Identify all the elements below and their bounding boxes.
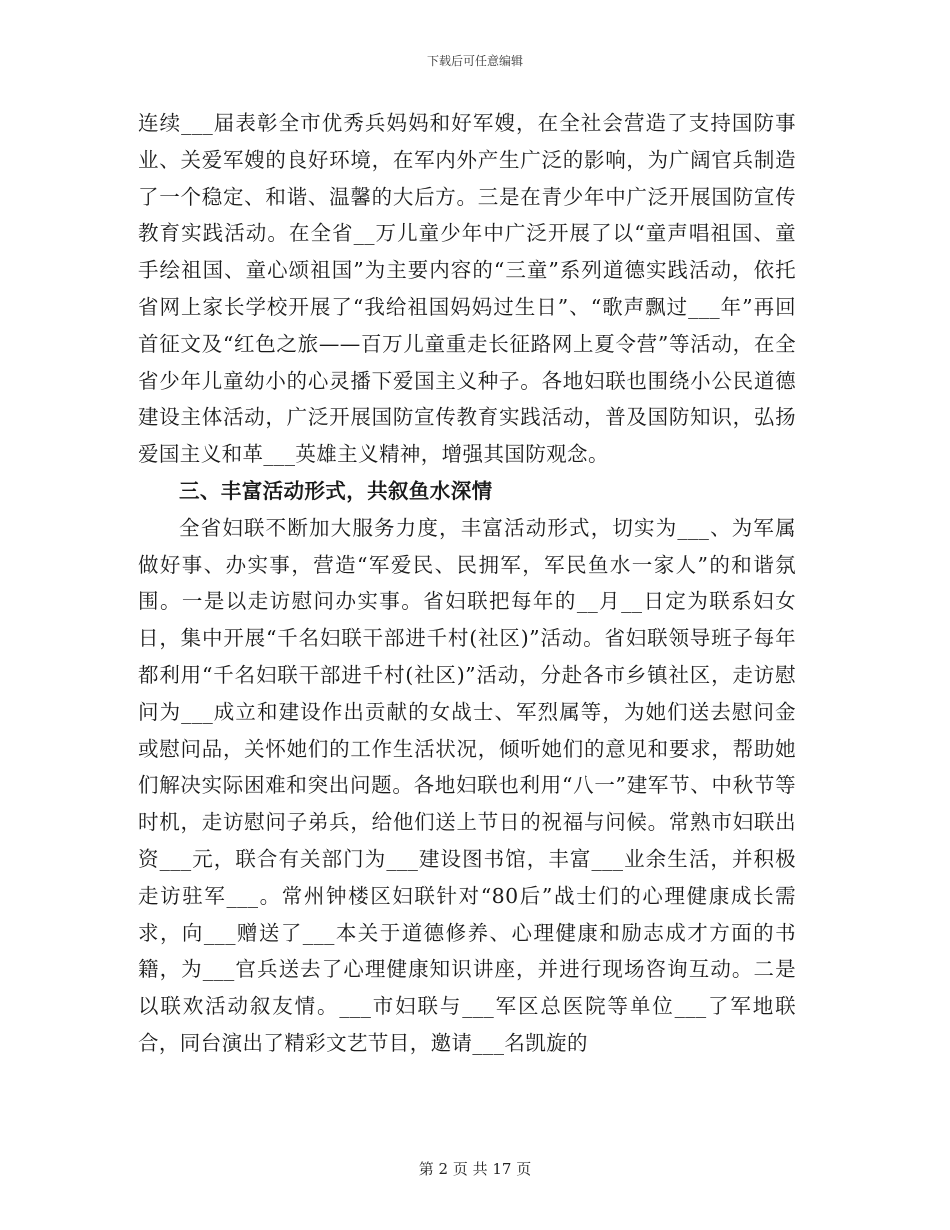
document-body — [138, 105, 796, 1062]
body-paragraph: 连续___届表彰全市优秀兵妈妈和好军嫂，在全社会营造了支持国防事业、关爱军嫂的良好环境，在军内外产生广泛的影响，为广阔官兵制造了一个稳定、和谐、温馨的大后方。三是在青少年中广泛开展国防宣传教育实践活动。在全省__万儿童少年中广泛开展了以“童声唱祖国、童手绘祖国、童心颂祖国”为主要内容的“三童”系列道德实践活动，依托省网上家长学校开展了“我给祖国妈妈过生日”、“歌声飘过___年”再回首征文及“红色之旅——百万儿童重走长征路网上夏令营”等活动，在全省少年儿童幼小的心灵播下爱国主义种子。各地妇联也围绕小公民道德建设主体活动，广泛开展国防宣传教育实践活动，普及国防知识，弘扬爱国主义和革___英雄主义精神，增强其国防观念。 — [138, 111, 796, 467]
section-heading: 三、丰富活动形式，共叙鱼水深情 — [179, 478, 493, 503]
page-header-note: 下载后可任意编辑 — [426, 54, 523, 68]
page-footer-number: 第 2 页 共 17 页 — [418, 1160, 532, 1178]
body-paragraph: 全省妇联不断加大服务力度，丰富活动形式，切实为___、为军属做好事、办实事，营造“军爱民、民拥军，军民鱼水一家人”的和谐氛围。一是以走访慰问办实事。省妇联把每年的__月__日定为联系妇女日，集中开展“千名妇联干部进千村(社区)”活动。省妇联领导班子每年都利用“千名妇联干部进千村(社区)”活动，分赴各市乡镇社区，走访慰问为___成立和建设作出贡献的女战士、军烈属等，为她们送去慰问金或慰问品，关怀她们的工作生活状况，倾听她们的意见和要求，帮助她们解决实际困难和突出问题。各地妇联也利用“八一”建军节、中秋节等时机，走访慰问子弟兵，给他们送上节日的祝福与问候。常熟市妇联出资___元，联合有关部门为___建设图书馆，丰富___业余生活，并积极走访驻军___。常州钟楼区妇联针对“80后”战士们的心理健康成长需求，向___赠送了___本关于道德修养、心理健康和励志成才方面的书籍，为___官兵送去了心理健康知识讲座，并进行现场咨询互动。二是以联欢活动叙友情。___市妇联与___军区总医院等单位___了军地联合，同台演出了精彩文艺节目，邀请___名凯旋的 — [138, 515, 796, 1055]
